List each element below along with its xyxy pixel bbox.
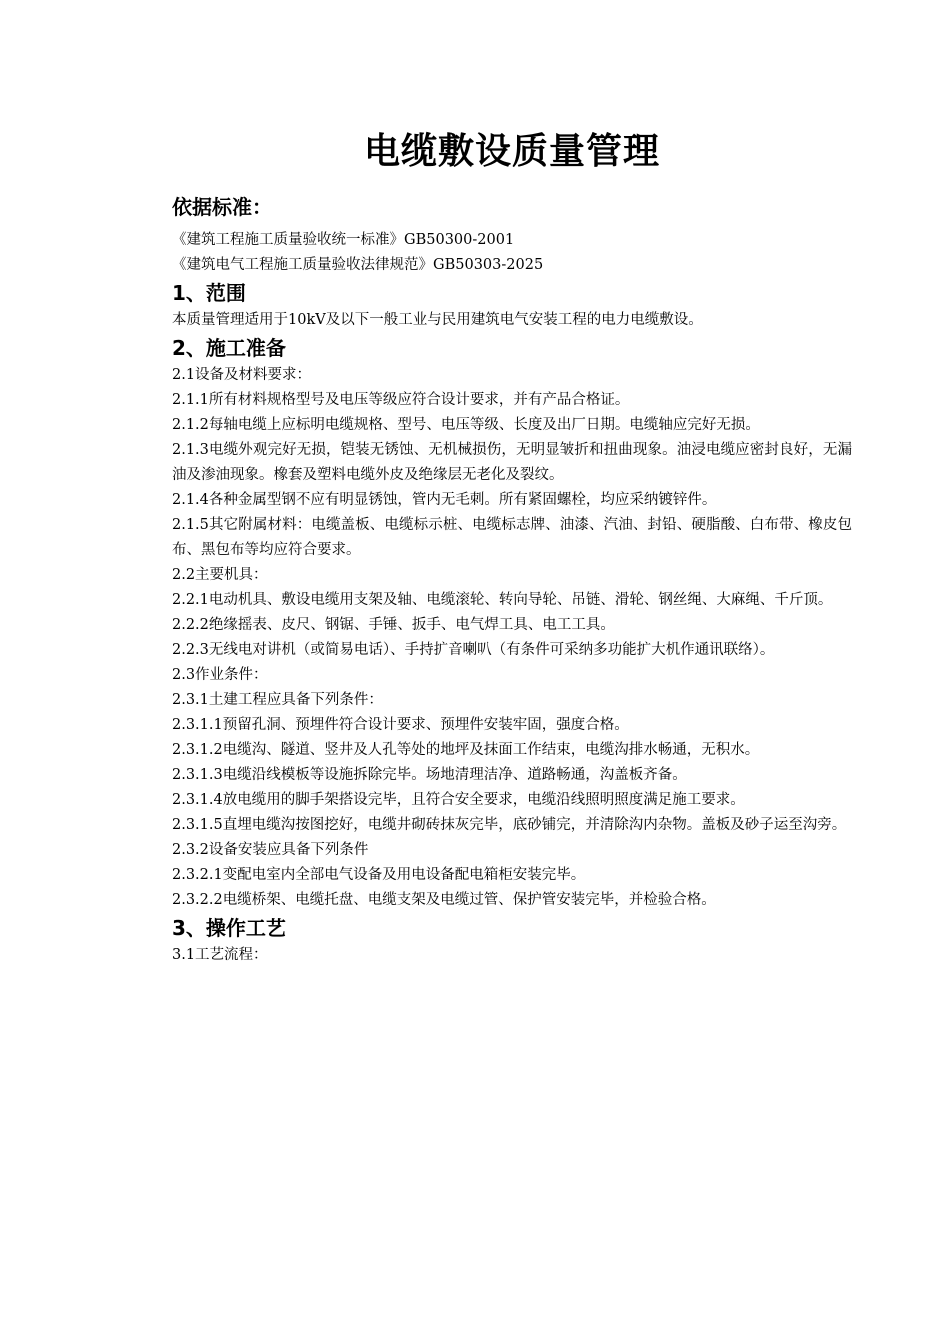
prep-line: 2.3.1.2电缆沟、隧道、竖井及人孔等处的地坪及抹面工作结束，电缆沟排水畅通，无积水。	[172, 742, 760, 758]
basis-line: 《建筑电气工程施工质量验收法律规范》GB50303-2025	[172, 257, 544, 273]
prep-line: 2.3作业条件：	[172, 667, 268, 683]
prep-line: 2.1.1所有材料规格型号及电压等级应符合设计要求，并有产品合格证。	[172, 392, 630, 408]
prep-line: 2.2.3无线电对讲机（或简易电话）、手持扩音喇叭（有条件可采纳多功能扩大机作通讯联络）。	[172, 642, 775, 658]
prep-line: 2.3.2设备安装应具备下列条件	[172, 842, 369, 858]
scope-line: 本质量管理适用于10kV及以下一般工业与民用建筑电气安装工程的电力电缆敷设。	[172, 312, 703, 328]
prep-line: 2.2.2绝缘摇表、皮尺、钢锯、手锤、扳手、电气焊工具、电工工具。	[172, 617, 615, 633]
section-heading-prep: 2、施工准备	[172, 336, 286, 360]
prep-line: 2.2.1电动机具、敷设电缆用支架及轴、电缆滚轮、转向导轮、吊链、滑轮、钢丝绳、大麻绳、千斤顶。	[172, 592, 833, 608]
prep-line: 2.3.2.1变配电室内全部电气设备及用电设备配电箱柜安装完毕。	[172, 867, 586, 883]
prep-line: 2.1设备及材料要求：	[172, 367, 312, 383]
ops-line: 3.1工艺流程：	[172, 947, 268, 963]
prep-line: 2.1.4各种金属型钢不应有明显锈蚀，管内无毛刺。所有紧固螺栓，均应采纳镀锌件。	[172, 492, 717, 508]
section-heading-basis: 依据标准：	[172, 195, 272, 219]
prep-line: 2.3.2.2电缆桥架、电缆托盘、电缆支架及电缆过管、保护管安装完毕，并检验合格。	[172, 892, 716, 908]
prep-line: 2.3.1.4放电缆用的脚手架搭设完毕，且符合安全要求，电缆沿线照明照度满足施工要求。	[172, 792, 745, 808]
prep-line: 2.3.1.3电缆沿线模板等设施拆除完毕。场地清理洁净、道路畅通，沟盖板齐备。	[172, 767, 687, 783]
basis-line: 《建筑工程施工质量验收统一标准》GB50300-2001	[172, 232, 515, 248]
prep-line: 2.1.3电缆外观完好无损，铠装无锈蚀、无机械损伤，无明显皱折和扭曲现象。油浸电缆应密封良好，无漏油及渗油现象。橡套及塑料电缆外皮及绝缘层无老化及裂纹。	[172, 442, 852, 483]
prep-line: 2.2主要机具：	[172, 567, 268, 583]
prep-line: 2.1.5其它附属材料：电缆盖板、电缆标示桩、电缆标志牌、油漆、汽油、封铅、硬脂酸、白布带、橡皮包布、黑包布等均应符合要求。	[172, 517, 852, 558]
section-heading-scope: 1、范围	[172, 281, 246, 305]
prep-line: 2.3.1.5直埋电缆沟按图挖好，电缆井砌砖抹灰完毕，底砂铺完，并清除沟内杂物。盖板及砂子运至沟旁。	[172, 817, 847, 833]
section-heading-ops: 3、操作工艺	[172, 916, 286, 940]
document-title: 电缆敷设质量管理	[363, 130, 660, 172]
document-body	[172, 192, 852, 968]
prep-line: 2.1.2每轴电缆上应标明电缆规格、型号、电压等级、长度及出厂日期。电缆轴应完好无损。	[172, 417, 760, 433]
prep-line: 2.3.1.1预留孔洞、预埋件符合设计要求、预埋件安装牢固，强度合格。	[172, 717, 629, 733]
prep-line: 2.3.1土建工程应具备下列条件：	[172, 692, 383, 708]
